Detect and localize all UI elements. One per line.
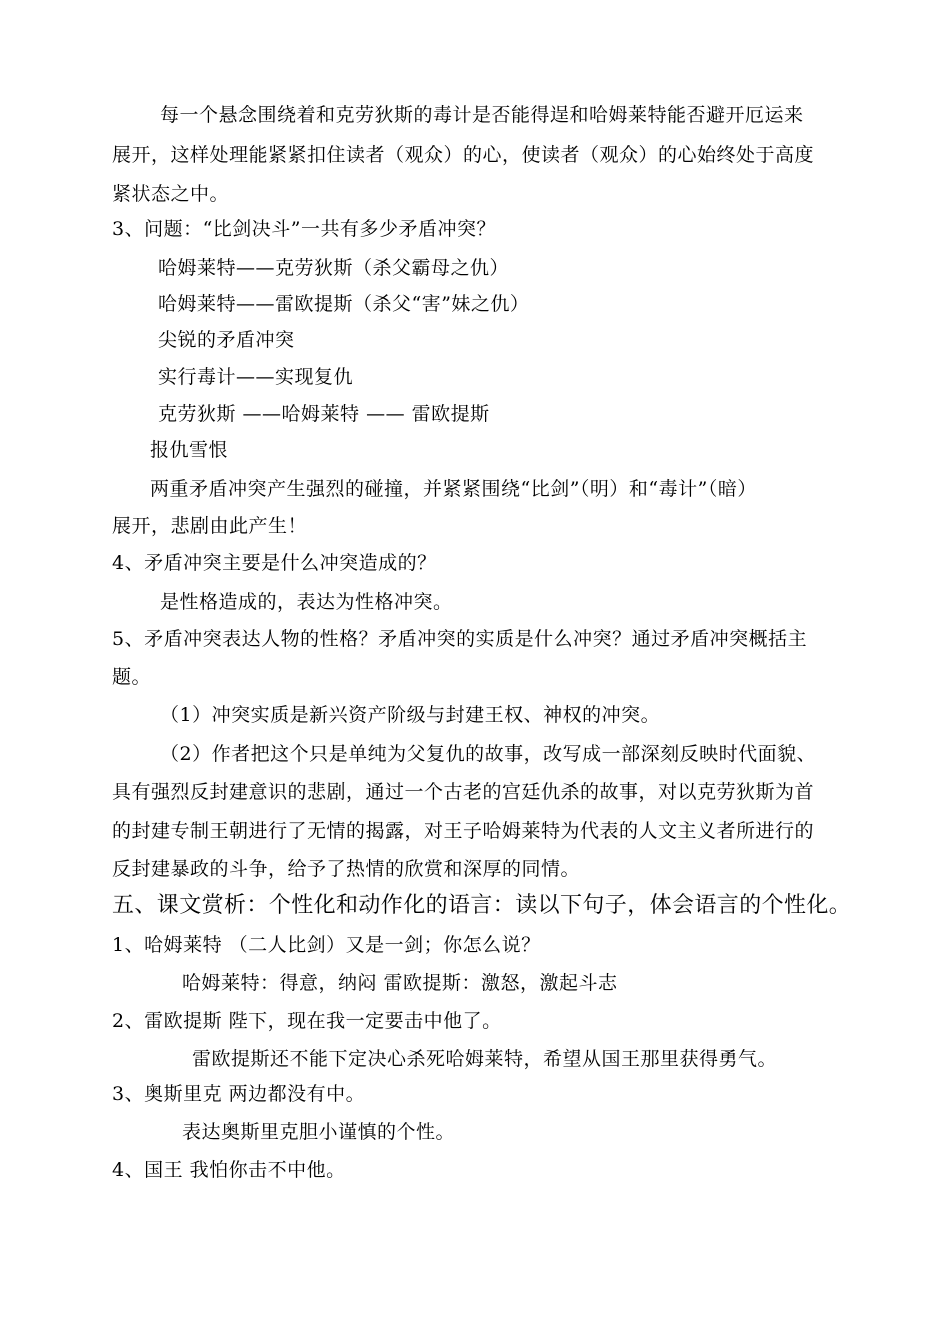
paragraph-line: 展开，这样处理能紧紧扣住读者（观众）的心，使读者（观众）的心始终处于高度 xyxy=(112,144,815,166)
question-5: 5、矛盾冲突表达人物的性格？矛盾冲突的实质是什么冲突？通过矛盾冲突概括主 xyxy=(112,628,808,650)
answer-line: 是性格造成的，表达为性格冲突。 xyxy=(160,591,453,613)
sentence-1: 1、哈姆莱特 （二人比剑）又是一剑；你怎么说？ xyxy=(112,934,541,956)
paragraph-line: 每一个悬念围绕着和克劳狄斯的毒计是否能得逞和哈姆莱特能否避开厄运来 xyxy=(160,104,804,126)
paragraph-line: 紧状态之中。 xyxy=(112,183,230,205)
sentence-4: 4、国王 我怕你击不中他。 xyxy=(112,1159,346,1181)
sentence-3: 3、奥斯里克 两边都没有中。 xyxy=(112,1083,366,1105)
answer-line: （1）冲突实质是新兴资产阶级与封建王权、神权的冲突。 xyxy=(160,704,661,726)
paragraph-line: 展开，悲剧由此产生！ xyxy=(112,515,308,537)
paragraph-line: 具有强烈反封建意识的悲剧，通过一个古老的宫廷仇杀的故事，对以克劳狄斯为首 xyxy=(112,781,815,803)
answer-line: 报仇雪恨 xyxy=(150,439,229,461)
answer-line: 克劳狄斯 ——哈姆莱特 —— 雷欧提斯 xyxy=(158,403,490,425)
paragraph-line: 两重矛盾冲突产生强烈的碰撞，并紧紧围绕“比剑”（明）和“毒计”（暗） xyxy=(150,478,757,500)
answer-line: 尖锐的矛盾冲突 xyxy=(158,329,295,351)
section-heading: 五、课文赏析：个性化和动作化的语言：读以下句子，体会语言的个性化。 xyxy=(112,893,852,918)
question-3: 3、问题：“比剑决斗”一共有多少矛盾冲突？ xyxy=(112,218,497,240)
answer-line: 雷欧提斯还不能下定决心杀死哈姆莱特，希望从国王那里获得勇气。 xyxy=(192,1048,778,1070)
answer-line: 哈姆莱特：得意，纳闷 雷欧提斯：激怒，激起斗志 xyxy=(182,972,618,994)
paragraph-line: 的封建专制王朝进行了无情的揭露，对王子哈姆莱特为代表的人文主义者所进行的 xyxy=(112,820,815,842)
question-4: 4、矛盾冲突主要是什么冲突造成的？ xyxy=(112,552,437,574)
answer-line: 实行毒计——实现复仇 xyxy=(158,366,354,388)
sentence-2: 2、雷欧提斯 陛下，现在我一定要击中他了。 xyxy=(112,1010,502,1032)
question-5-cont: 题。 xyxy=(112,666,152,688)
paragraph-line: （2）作者把这个只是单纯为父复仇的故事，改写成一部深刻反映时代面貌、 xyxy=(160,743,817,765)
answer-line: 表达奥斯里克胆小谨慎的个性。 xyxy=(182,1121,456,1143)
paragraph-line: 反封建暴政的斗争，给予了热情的欣赏和深厚的同情。 xyxy=(112,858,581,880)
answer-line: 哈姆莱特——雷欧提斯（杀父“害”妹之仇） xyxy=(158,293,530,315)
answer-line: 哈姆莱特——克劳狄斯（杀父霸母之仇） xyxy=(158,257,510,279)
